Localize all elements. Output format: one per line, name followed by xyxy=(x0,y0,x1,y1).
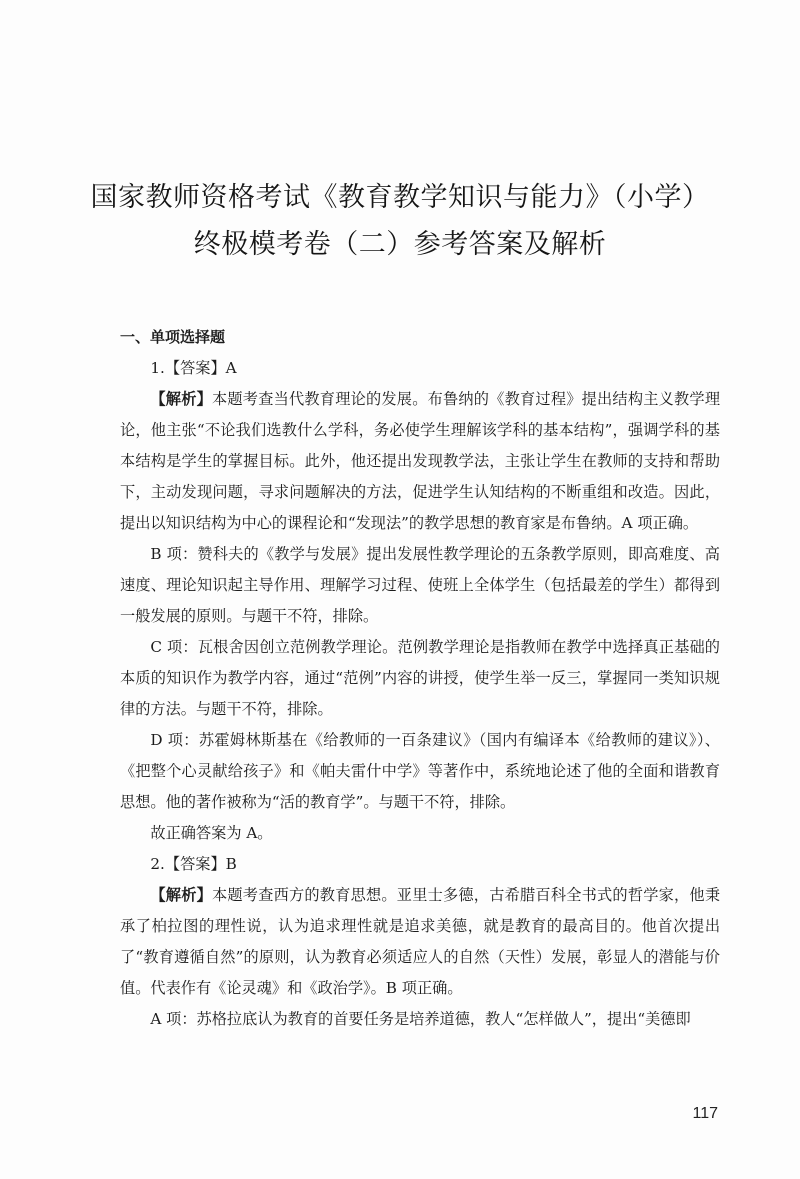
page-number: 117 xyxy=(692,1105,718,1122)
question-1-option-c: C 项：瓦根舍因创立范例教学理论。范例教学理论是指教师在教学中选择真正基础的本质的知识作为教学内容，通过“范例”内容的讲授，使学生举一反三，掌握同一类知识规律的方法。与题干不符，排除。 xyxy=(120,638,720,718)
analysis-tag: 【解析】 xyxy=(150,390,212,408)
question-2-answer: 2.【答案】B xyxy=(150,855,237,873)
answer-content xyxy=(120,322,720,1035)
analysis-text: 本题考查当代教育理论的发展。布鲁纳的《教育过程》提出结构主义教学理论，他主张“不论我们选教什么学科，务必使学生理解该学科的基本结构”，强调学科的基本结构是学生的掌握目标。此外，他还提出发现教学法，主张让学生在教师的支持和帮助下，主动发现问题，寻求问题解决的方法，促进学生认知结构的不断重组和改造。因此，提出以知识结构为中心的课程论和“发现法”的教学思想的教育家是布鲁纳。A 项正确。 xyxy=(120,390,721,532)
question-1-answer: 1.【答案】A xyxy=(150,359,237,377)
question-2-option-a: A 项：苏格拉底认为教育的首要任务是培养道德，教人“怎样做人”，提出“美德即 xyxy=(150,1010,691,1028)
section-heading: 一、单项选择题 xyxy=(120,328,226,346)
question-1-conclusion: 故正确答案为 A。 xyxy=(150,824,273,842)
analysis-text: 本题考查西方的教育思想。亚里士多德，古希腊百科全书式的哲学家，他秉承了柏拉图的理性说，认为追求理性就是追求美德，就是教育的最高目的。他首次提出了“教育遵循自然”的原则，认为教育必须适应人的自然（天性）发展，彰显人的潜能与价值。代表作有《论灵魂》和《政治学》。B 项正确。 xyxy=(120,886,721,997)
document-title-line-2: 终极模考卷（二）参考答案及解析 xyxy=(193,229,607,260)
question-2-analysis xyxy=(120,880,720,1004)
question-1-analysis xyxy=(120,384,720,539)
question-1-option-b: B 项：赞科夫的《教学与发展》提出发展性教学理论的五条教学原则，即高难度、高速度、理论知识起主导作用、理解学习过程、使班上全体学生（包括最差的学生）都得到一般发展的原则。与题干不符，排除。 xyxy=(120,545,720,625)
analysis-tag: 【解析】 xyxy=(150,886,212,904)
question-1-option-d: D 项：苏霍姆林斯基在《给教师的一百条建议》（国内有编译本《给教师的建议》）、《把整个心灵献给孩子》和《帕夫雷什中学》等著作中，系统地论述了他的全面和谐教育思想。他的著作被称为“活的教育学”。与题干不符，排除。 xyxy=(120,731,720,811)
document-title-line-1: 国家教师资格考试《教育教学知识与能力》（小学） xyxy=(90,182,710,213)
